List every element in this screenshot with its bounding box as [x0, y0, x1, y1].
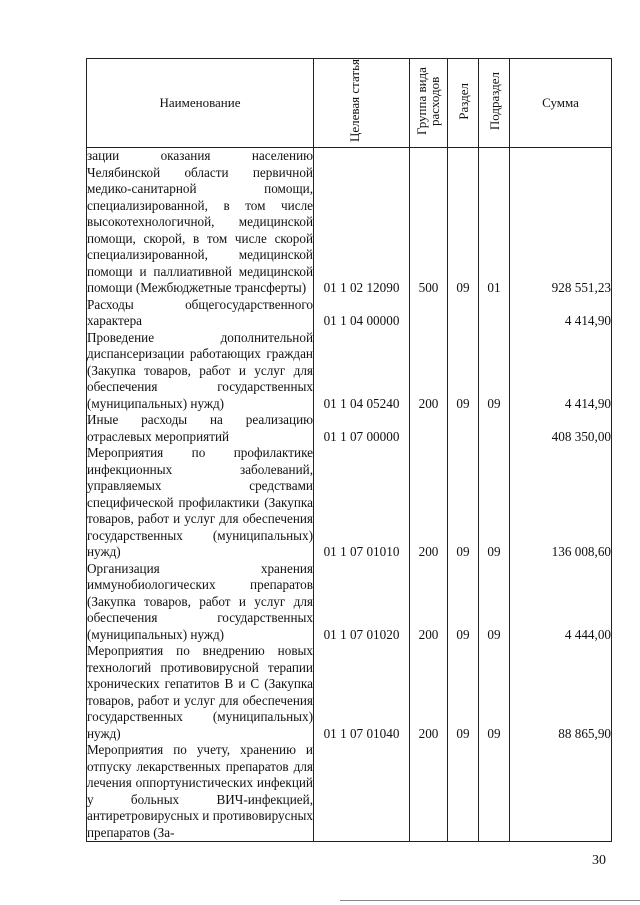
- table-body: [87, 148, 612, 842]
- table-row: [87, 412, 612, 445]
- header-expense-group: Группа вида расходов: [410, 59, 448, 148]
- row-expense-group: 500: [410, 148, 448, 297]
- row-sum: 4 414,90: [510, 297, 612, 330]
- row-subsection: [479, 297, 510, 330]
- row-sum: 88 865,90: [510, 643, 612, 742]
- header-sum: Сумма: [510, 59, 612, 148]
- header-target-article: Целевая статья: [314, 59, 410, 148]
- row-name: зации оказания населению Челябинской области первичной медико-санитарной помощи, специализированной, в том числе высокотехнологичной, медицинской помощи, скорой, в том числе скорой специализированной, медицинской помощи и паллиативной медицинской помощи (Межбюджетные трансферты): [87, 148, 313, 295]
- row-target-article: 01 1 07 01020: [314, 561, 410, 644]
- row-sum: 136 008,60: [510, 445, 612, 561]
- table-row: [87, 742, 612, 842]
- row-name: Расходы общегосударственного характера: [87, 296, 313, 328]
- row-section: 09: [448, 445, 479, 561]
- table-row: [87, 561, 612, 644]
- row-subsection: [479, 742, 510, 842]
- row-expense-group: 200: [410, 643, 448, 742]
- row-sum: 4 414,90: [510, 330, 612, 413]
- row-expense-group: [410, 297, 448, 330]
- row-name: Иные расходы на реализацию отраслевых мероприятий: [87, 412, 313, 444]
- row-expense-group: 200: [410, 445, 448, 561]
- row-sum: 928 551,23: [510, 148, 612, 297]
- page-number: 30: [592, 853, 606, 868]
- row-name: Мероприятия по внедрению новых технологий противовирусной терапии хронических гепатитов В и С (Закупка товаров, работ и услуг для обеспечения государственных (муниципальных) нужд): [87, 643, 313, 741]
- row-section: 09: [448, 643, 479, 742]
- row-section: 09: [448, 148, 479, 297]
- row-target-article: 01 1 04 00000: [314, 297, 410, 330]
- footer-divider: [340, 900, 640, 901]
- row-section: [448, 412, 479, 445]
- table-header: [87, 59, 612, 148]
- table-row: [87, 330, 612, 413]
- header-section: Раздел: [448, 59, 479, 148]
- row-section: [448, 742, 479, 842]
- row-target-article: 01 1 07 01010: [314, 445, 410, 561]
- row-subsection: 09: [479, 330, 510, 413]
- budget-table: [86, 58, 612, 842]
- table-row: [87, 148, 612, 297]
- row-target-article: [314, 742, 410, 842]
- table-row: [87, 297, 612, 330]
- row-name: Мероприятия по профилактике инфекционных заболеваний, управляемых средствами специфической профилактики (Закупка товаров, работ и услуг для обеспечения государственных (муниципальных) нужд): [87, 445, 313, 559]
- row-section: [448, 297, 479, 330]
- row-name: Проведение дополнительной диспансеризации работающих граждан (Закупка товаров, работ и услуг для обеспечения государственных (муниципальных) нужд): [87, 329, 313, 411]
- row-subsection: 01: [479, 148, 510, 297]
- header-name: Наименование: [87, 59, 314, 148]
- row-expense-group: [410, 412, 448, 445]
- row-name: Мероприятия по учету, хранению и отпуску лекарственных препаратов для лечения оппортунистических инфекций у больных ВИЧ-инфекцией, антиретровирусных и противовирусных препаратов (За-: [87, 742, 313, 840]
- row-target-article: 01 1 04 05240: [314, 330, 410, 413]
- row-target-article: 01 1 07 00000: [314, 412, 410, 445]
- row-sum: [510, 742, 612, 842]
- row-sum: 408 350,00: [510, 412, 612, 445]
- row-subsection: 09: [479, 561, 510, 644]
- row-name: Организация хранения иммунобиологических препаратов (Закупка товаров, работ и услуг для обеспечения государственных (муниципальных) нужд): [87, 560, 313, 642]
- row-subsection: [479, 412, 510, 445]
- row-expense-group: [410, 742, 448, 842]
- row-expense-group: 200: [410, 561, 448, 644]
- row-subsection: 09: [479, 445, 510, 561]
- table-row: [87, 643, 612, 742]
- row-subsection: 09: [479, 643, 510, 742]
- row-target-article: 01 1 02 12090: [314, 148, 410, 297]
- row-target-article: 01 1 07 01040: [314, 643, 410, 742]
- row-sum: 4 444,00: [510, 561, 612, 644]
- row-section: 09: [448, 330, 479, 413]
- table-row: [87, 445, 612, 561]
- row-expense-group: 200: [410, 330, 448, 413]
- header-subsection: Подраздел: [479, 59, 510, 148]
- row-section: 09: [448, 561, 479, 644]
